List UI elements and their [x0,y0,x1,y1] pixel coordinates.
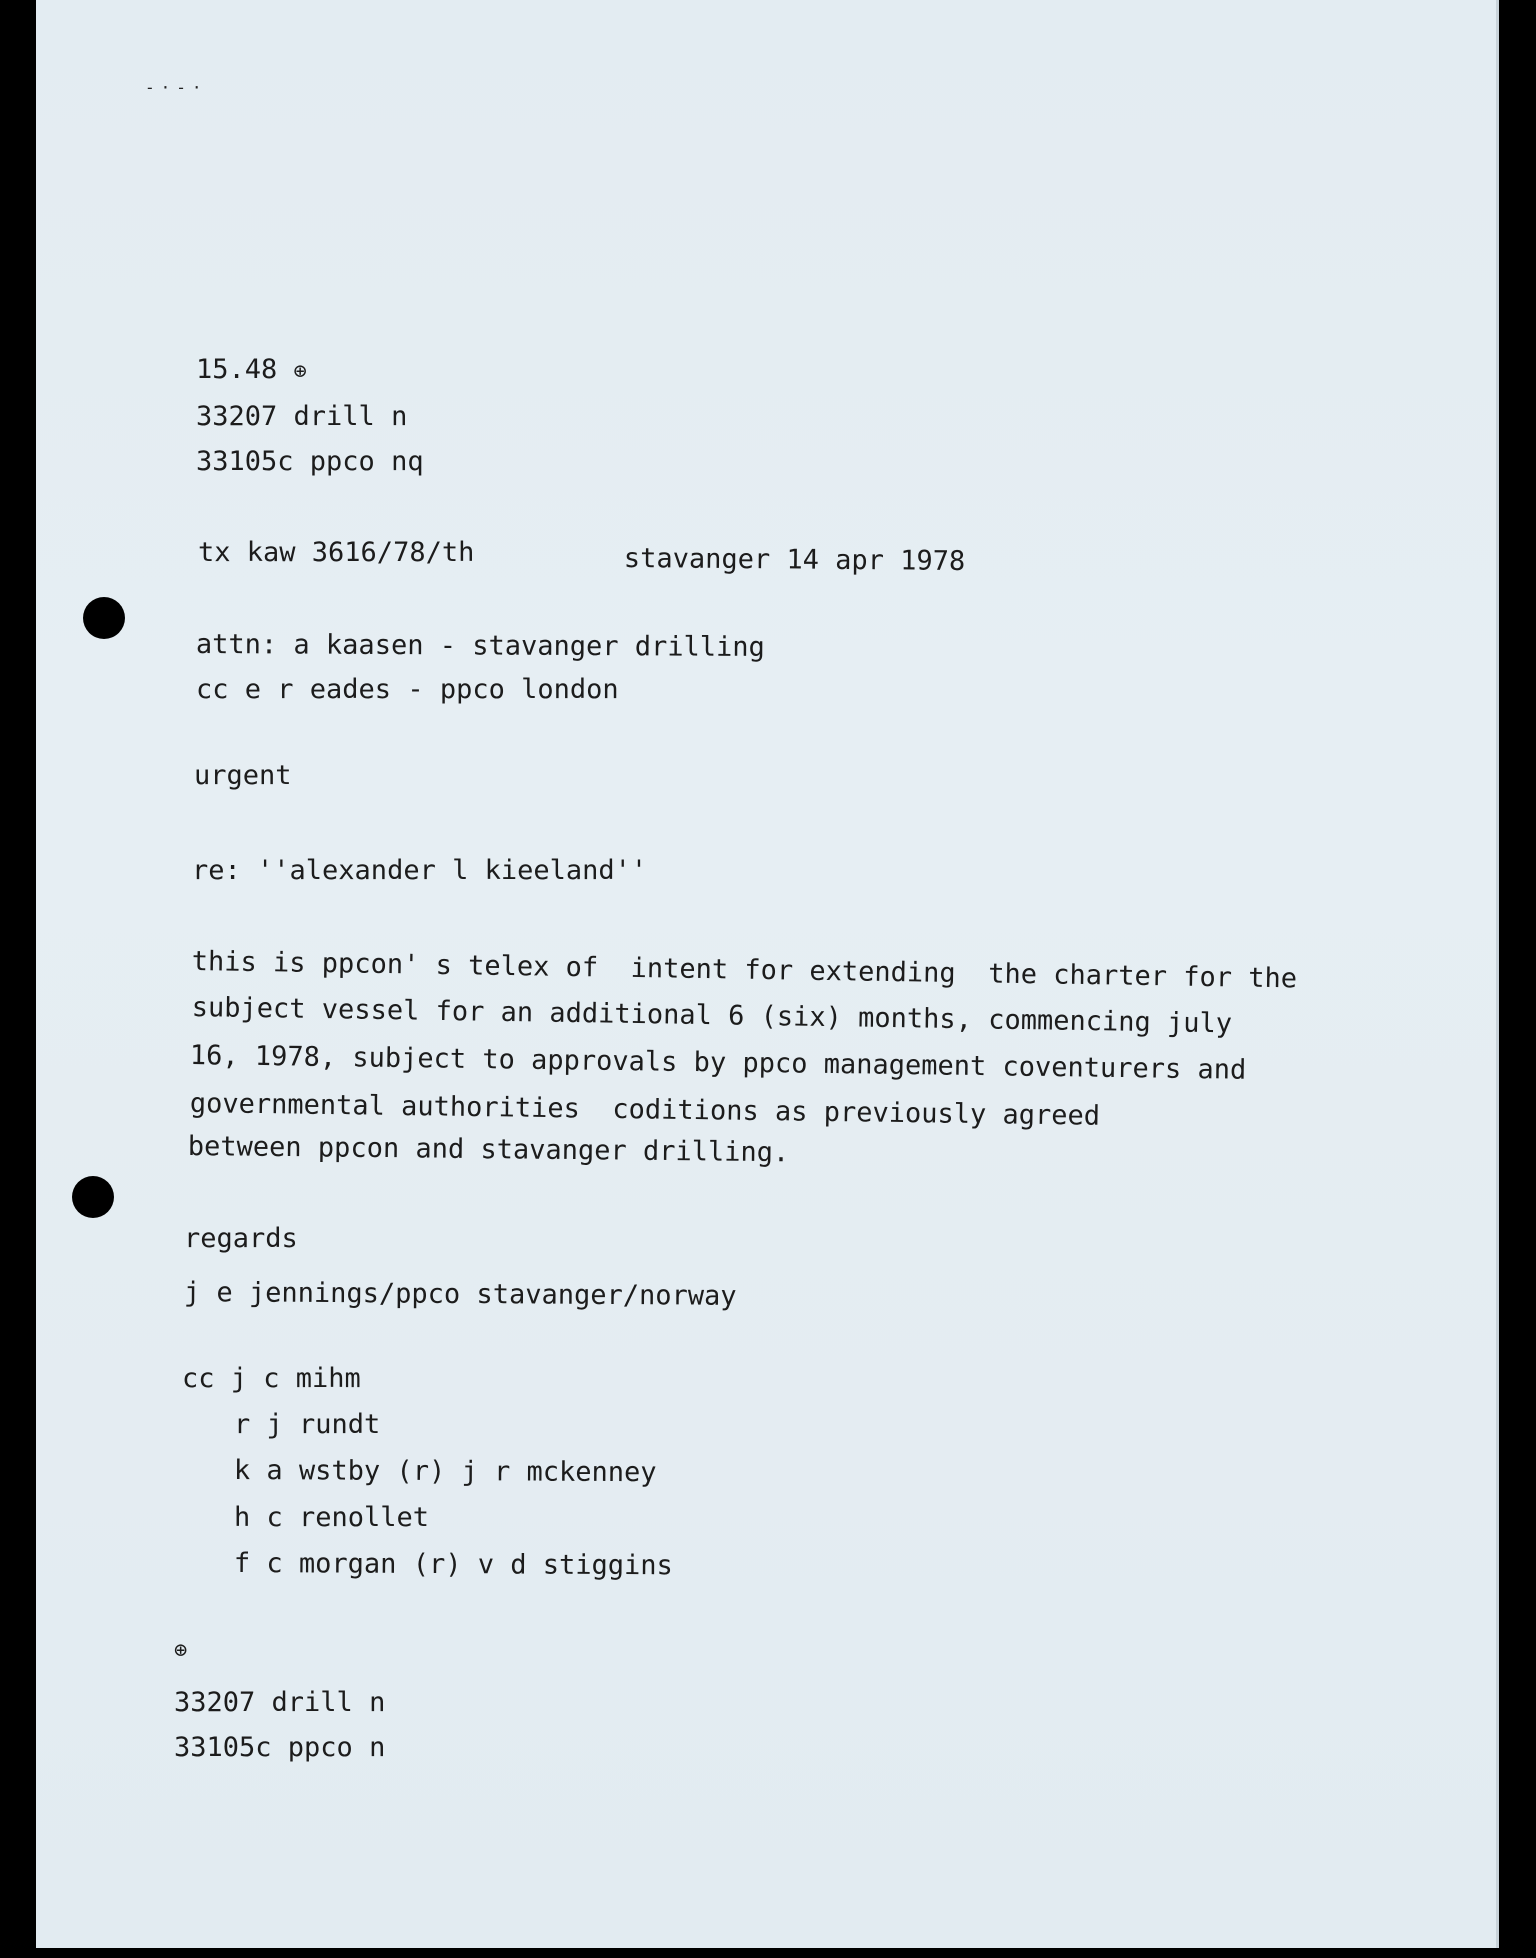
subject-line: re: ''alexander l kieeland'' [192,855,648,886]
punch-hole-top [83,597,125,639]
body-line-5: between ppcon and stavanger drilling. [187,1131,790,1169]
punch-hole-bottom [72,1176,114,1218]
cc-list-item: k a wstby (r) j r mckenney [233,1455,657,1489]
footer-answerback-1: 33207 drill n [174,1687,386,1718]
header-time-line [196,356,307,383]
separator-cross-icon: ⊕ [293,359,307,384]
tx-reference: tx kaw 3616/78/th [198,537,475,568]
header-time: 15.48 [196,354,278,385]
cc-list-item: cc j c mihm [182,1363,361,1394]
regards-line: regards [184,1223,298,1254]
body-line-4: governmental authorities coditions as previously agreed [189,1088,1101,1132]
attn-line: attn: a kaasen - stavanger drilling [195,629,765,663]
urgent-label: urgent [194,760,292,791]
cc-line: cc e r eades - ppco london [196,674,619,705]
footer-answerback-2: 33105c ppco n [174,1732,386,1763]
cc-list-item: r j rundt [234,1409,381,1440]
dot-marks: -·-· [145,78,208,97]
cc-list-item: f c morgan (r) v d stiggins [233,1548,673,1582]
place-date: stavanger 14 apr 1978 [623,543,966,577]
answerback-1: 33207 drill n [196,401,408,432]
signature-line: j e jennings/ppco stavanger/norway [183,1277,737,1312]
separator-cross-icon: ⊕ [174,1638,188,1663]
body-line-3: 16, 1978, subject to approvals by ppco management coventurers and [189,1040,1247,1086]
body-line-2: subject vessel for an additional 6 (six) months, commencing july [191,992,1233,1040]
answerback-2: 33105c ppco nq [196,446,424,477]
body-line-1: this is ppcon' s telex of intent for extending the charter for the [191,946,1298,995]
cc-list-item: h c renollet [234,1502,430,1533]
